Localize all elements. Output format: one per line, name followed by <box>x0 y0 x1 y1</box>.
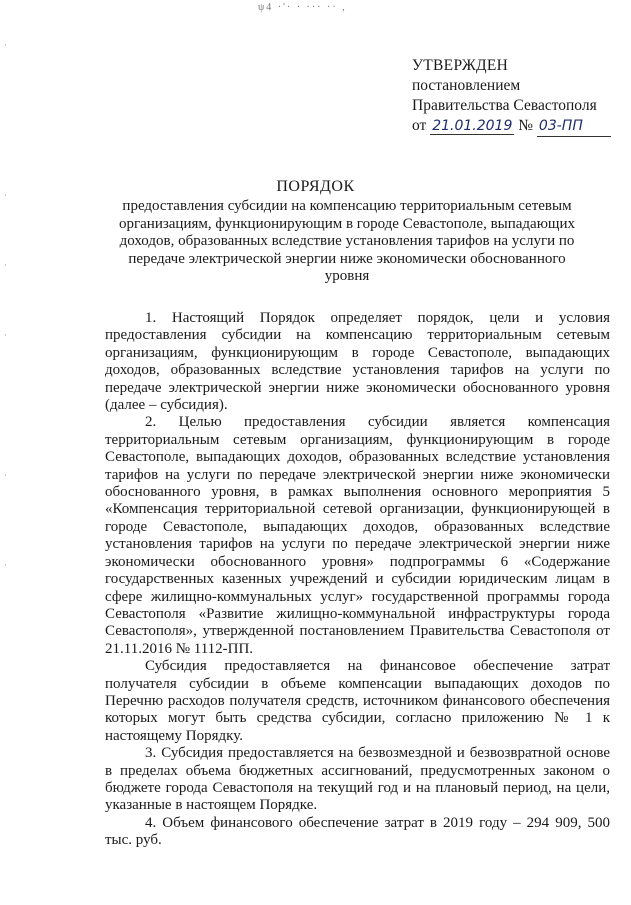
approval-date-line <box>412 116 622 137</box>
approved-heading: УТВЕРЖДЕН <box>412 57 509 74</box>
approval-line-1: постановлением <box>412 77 521 94</box>
approval-line-2: Правительства Севастополя <box>412 97 597 114</box>
margin-speck: · <box>4 470 7 480</box>
paragraph-2: 2. Целью предоставления субсидии является компенсация территориальным сетевым организациям, функционирующим в городе Севастополе, выпадающих доходов, образованных вследствие установления тарифов на услуги по передаче электрической энергии ниже экономически обоснованного уровня, в рамках выполнения основного мероприятия 5 «Компенсация территориальной сетевой организации, функционирующей в городе Севастополе, выпадающих доходов, образованных вследствие установления тарифов на услуги по передаче электрической энергии ниже экономически обоснованного уровня» подпрограммы 6 «Содержание государственных казенных учреждений и субсидии юридическим лицам в сфере жилищно-коммунальных услуг» государственной программы города Севастополя «Развитие жилищно-коммунальной инфраструктуры города Севастополя», утвержденной постановлением Правительства Севастополя от 21.11.2016 № 1112-ПП. <box>105 414 610 657</box>
margin-speck: · <box>4 260 7 270</box>
paragraph-2-continued: Субсидия предоставляется на финансовое обеспечение затрат получателя субсидии в объеме компенсации выпадающих доходов по Перечню расходов получателя средств, источником финансового обеспечения которых могут быть средства субсидии, согласно приложению № 1 к настоящему Порядку. <box>105 658 610 744</box>
margin-speck: · <box>4 40 7 50</box>
paragraph-4: 4. Объем финансового обеспечение затрат в 2019 году – 294 909, 500 тыс. руб. <box>105 814 610 849</box>
margin-speck: · <box>4 190 7 200</box>
handwritten-number: 03-ПП <box>537 116 611 137</box>
date-prefix: от <box>412 117 427 134</box>
margin-speck: · <box>4 560 7 570</box>
document-body <box>105 310 610 850</box>
margin-speck: · <box>4 330 7 340</box>
approval-block <box>412 56 622 137</box>
paragraph-3: 3. Субсидия предоставляется на безвозмездной и безвозвратной основе в пределах объема бюджетных ассигнований, предусмотренных законом о бюджете города Севастополя на текущий год и на плановый период, на цели, указанные в настоящем Порядке. <box>105 745 610 814</box>
scan-artifact: ψ4 ·'· · ··· ·· , <box>258 2 347 13</box>
document-title: ПОРЯДОК <box>276 178 355 195</box>
number-sign: № <box>518 117 534 134</box>
paragraph-1: 1. Настоящий Порядок определяет порядок, цели и условия предоставления субсидии на компенсацию территориальным сетевым организациям, функционирующим в городе Севастополе, выпадающих доходов, образованных вследствие установления тарифов на услуги по передаче электрической энергии ниже экономически обоснованного уровня (далее – субсидия). <box>105 310 610 414</box>
handwritten-date: 21.01.2019 <box>432 118 513 134</box>
document-subtitle: предоставления субсидии на компенсацию территориальным сетевым организациям, функционирующим в городе Севастополе, выпадающих доходов, образованных вследствие установления тарифов на услуги по передаче электрической энергии ниже экономически обоснованного уровня <box>118 198 575 285</box>
